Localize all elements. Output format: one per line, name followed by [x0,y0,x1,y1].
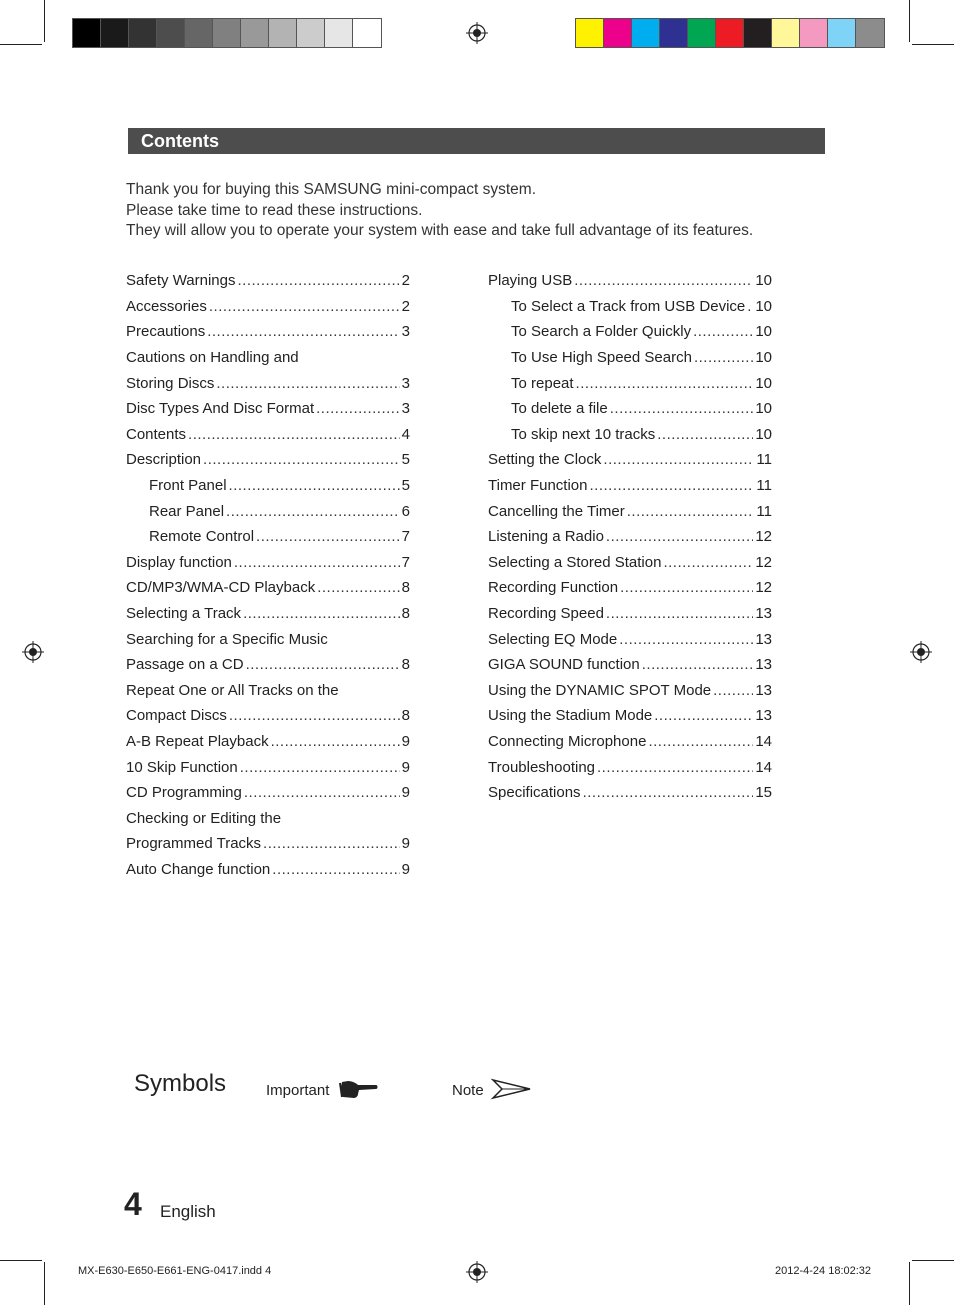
note-pen-icon [490,1077,532,1101]
toc-entry [488,575,772,601]
toc-leader-dots [263,835,400,852]
toc-entry-title: Playing USB [488,272,573,290]
important-label: Important [266,1082,330,1099]
toc-entry-title: 10 Skip Function [126,758,238,776]
toc-entry-page: 7 [401,528,410,546]
toc-leader-dots [597,759,753,776]
toc-left-column [126,268,410,882]
toc-entry-title: CD/MP3/WMA-CD Playback [126,579,316,597]
toc-entry-title: To Search a Folder Quickly [511,323,692,341]
registration-mark-icon [466,1261,488,1283]
toc-entry-title: Recording Function [488,579,619,597]
toc-leader-dots [244,784,400,801]
toc-entry-page: 12 [755,528,772,546]
toc-leader-dots [238,272,400,289]
color-swatch [185,19,213,47]
color-swatch [101,19,129,47]
toc-entry-title: Auto Change function [126,860,271,878]
note-label: Note [452,1082,484,1099]
toc-leader-dots [663,554,753,571]
toc-leader-dots [603,451,754,468]
toc-leader-dots [574,272,753,289]
toc-entry-page: 13 [755,630,772,648]
toc-entry-page: 9 [401,835,410,853]
toc-entry-page: 10 [755,374,772,392]
toc-entry [488,652,772,678]
toc-leader-dots [619,631,753,648]
toc-entry-page: 13 [755,681,772,699]
toc-right-column [488,268,772,805]
toc-leader-dots [648,733,753,750]
toc-entry-page: 8 [401,605,410,623]
toc-leader-dots [216,375,399,392]
crop-mark [44,0,45,42]
toc-leader-dots [271,733,400,750]
registration-mark-icon [910,641,932,663]
toc-entry-page: 6 [401,502,410,520]
toc-entry-title: Listening a Radio [488,528,604,546]
toc-leader-dots [229,707,400,724]
toc-entry [126,831,410,857]
color-swatch [325,19,353,47]
toc-entry [126,422,410,448]
toc-entry-page: 3 [401,374,410,392]
toc-entry [126,652,410,678]
toc-entry-title: Using the DYNAMIC SPOT Mode [488,681,712,699]
toc-leader-dots [246,656,400,673]
color-swatch [772,19,800,47]
toc-entry-title: Connecting Microphone [488,732,647,750]
toc-entry-title: Timer Function [488,477,588,495]
crop-mark [912,1260,954,1261]
toc-entry [488,473,772,499]
toc-entry [126,370,410,396]
toc-leader-dots [627,503,755,520]
crop-mark [912,44,954,45]
toc-entry [488,447,772,473]
toc-entry-page: 15 [755,784,772,802]
toc-entry [126,473,410,499]
process-color-bar [575,18,885,48]
toc-entry-page: 4 [401,425,410,443]
toc-entry-page: 10 [755,323,772,341]
toc-leader-dots [234,554,400,571]
toc-leader-dots [620,579,753,596]
intro-text [126,180,753,242]
toc-entry [126,294,410,320]
toc-entry [488,294,772,320]
toc-entry-page: 14 [755,732,772,750]
toc-entry [488,780,772,806]
toc-entry-title: To repeat [511,374,574,392]
toc-entry [488,601,772,627]
toc-entry-title: Recording Speed [488,605,604,623]
toc-leader-dots [610,400,754,417]
toc-entry-title: Using the Stadium Mode [488,707,653,725]
toc-entry [488,754,772,780]
contents-header: Contents [128,128,825,154]
toc-entry-title: To Select a Track from USB Device [511,297,746,315]
toc-entry-page: 12 [755,579,772,597]
toc-entry-page: 11 [756,477,772,495]
toc-leader-dots [317,579,399,596]
color-swatch [744,19,772,47]
toc-entry [126,447,410,473]
toc-leader-dots [642,656,754,673]
toc-entry-title: To delete a file [511,400,608,418]
toc-entry-page: 10 [755,272,772,290]
color-swatch [800,19,828,47]
toc-entry [488,319,772,345]
toc-entry-page: 13 [755,605,772,623]
toc-entry-page: 8 [401,656,410,674]
toc-entry-page: 5 [401,477,410,495]
crop-mark [0,1260,42,1261]
toc-entry-title: Contents [126,425,187,443]
toc-entry-title: Checking or Editing the [126,809,282,827]
color-swatch [297,19,325,47]
toc-entry [488,626,772,652]
toc-entry-title: Compact Discs [126,707,227,725]
toc-entry-page: 10 [755,425,772,443]
toc-entry-title: Programmed Tracks [126,835,262,853]
toc-entry-title: Passage on a CD [126,656,244,674]
footer-date-info: 2012-4-24 18:02:32 [775,1265,872,1277]
toc-entry-page: 13 [755,656,772,674]
toc-entry-title: Cautions on Handling and [126,349,299,367]
registration-mark-icon [22,641,44,663]
toc-leader-dots [209,298,400,315]
toc-entry-page: 12 [755,553,772,571]
toc-entry-page: 2 [401,297,410,315]
grayscale-color-bar [72,18,382,48]
toc-leader-dots [606,528,753,545]
toc-entry-title: Repeat One or All Tracks on the [126,681,339,699]
toc-entry [488,370,772,396]
toc-entry-page: 14 [755,758,772,776]
toc-entry [488,729,772,755]
toc-entry [488,498,772,524]
toc-entry-title: Disc Types And Disc Format [126,400,315,418]
toc-leader-dots [240,759,400,776]
toc-entry-page: 10 [755,400,772,418]
toc-entry [126,729,410,755]
toc-entry-title: Storing Discs [126,374,215,392]
toc-entry [488,550,772,576]
toc-entry [126,345,410,371]
toc-leader-dots [203,451,400,468]
toc-entry-page: 8 [401,707,410,725]
toc-leader-dots [272,861,399,878]
toc-entry-title: A-B Repeat Playback [126,732,269,750]
toc-entry-title: To skip next 10 tracks [511,425,656,443]
toc-entry [126,805,410,831]
toc-leader-dots [693,323,753,340]
toc-entry [126,575,410,601]
toc-entry [126,626,410,652]
toc-entry-title: Searching for a Specific Music [126,630,328,648]
page-number: 4 [124,1186,142,1222]
toc-leader-dots [589,477,754,494]
toc-entry [126,703,410,729]
footer-file-info: MX-E630-E650-E661-ENG-0417.indd 4 [78,1265,272,1277]
toc-entry [126,601,410,627]
intro-line: Thank you for buying this SAMSUNG mini-compact system. [126,181,537,198]
toc-leader-dots [654,707,753,724]
toc-entry-page: 2 [401,272,410,290]
toc-leader-dots [657,426,753,443]
toc-entry-page: 3 [401,323,410,341]
toc-leader-dots [256,528,400,545]
toc-entry-title: Selecting EQ Mode [488,630,618,648]
toc-entry-page: 10 [755,297,772,315]
toc-entry-page: 9 [401,784,410,802]
toc-leader-dots [694,349,753,366]
toc-entry-page: 9 [401,758,410,776]
toc-leader-dots [229,477,400,494]
toc-leader-dots [713,682,753,699]
intro-line: Please take time to read these instructions. [126,201,423,219]
toc-entry-title: GIGA SOUND function [488,656,640,674]
toc-leader-dots [747,298,753,315]
registration-mark-icon [466,22,488,44]
toc-leader-dots [316,400,400,417]
toc-entry-title: To Use High Speed Search [511,349,692,367]
color-swatch [688,19,716,47]
color-swatch [660,19,688,47]
toc-entry-title: Front Panel [149,477,227,495]
toc-entry [488,396,772,422]
toc-leader-dots [243,605,400,622]
toc-entry [126,498,410,524]
toc-entry-title: Cancelling the Timer [488,502,625,520]
toc-leader-dots [226,503,400,520]
toc-entry-page: 11 [756,502,772,520]
toc-entry [488,678,772,704]
toc-leader-dots [606,605,753,622]
toc-entry [488,345,772,371]
color-swatch [716,19,744,47]
toc-entry [488,703,772,729]
crop-mark [909,0,910,42]
color-swatch [856,19,884,47]
toc-entry [488,524,772,550]
toc-entry-page: 8 [401,579,410,597]
toc-entry-title: CD Programming [126,784,242,802]
toc-entry [126,524,410,550]
toc-entry-title: Selecting a Track [126,605,242,623]
crop-mark [909,1262,910,1305]
toc-entry [488,268,772,294]
toc-leader-dots [583,784,754,801]
toc-entry-page: 3 [401,400,410,418]
toc-entry-page: 5 [401,451,410,469]
toc-entry-title: Setting the Clock [488,451,602,469]
toc-entry [126,857,410,883]
toc-entry [126,754,410,780]
color-swatch [353,19,381,47]
toc-entry-page: 9 [401,732,410,750]
color-swatch [269,19,297,47]
toc-entry-title: Display function [126,553,232,571]
toc-entry [126,678,410,704]
toc-leader-dots [207,323,399,340]
pointing-hand-icon [338,1077,380,1101]
toc-entry-title: Accessories [126,297,207,315]
toc-entry [126,780,410,806]
color-swatch [576,19,604,47]
toc-entry-page: 10 [755,349,772,367]
toc-entry [126,550,410,576]
toc-entry-title: Safety Warnings [126,272,236,290]
color-swatch [604,19,632,47]
toc-entry [488,422,772,448]
toc-entry-title: Specifications [488,784,581,802]
toc-entry-title: Selecting a Stored Station [488,553,662,571]
toc-entry [126,319,410,345]
toc-entry [126,268,410,294]
color-swatch [129,19,157,47]
toc-entry [126,396,410,422]
toc-entry-page: 9 [401,860,410,878]
toc-entry-page: 11 [756,451,772,469]
page-language: English [160,1202,216,1221]
crop-mark [44,1262,45,1305]
toc-entry-page: 13 [755,707,772,725]
color-swatch [828,19,856,47]
toc-entry-title: Troubleshooting [488,758,596,776]
toc-leader-dots [188,426,400,443]
symbols-title: Symbols [134,1070,227,1097]
toc-entry-title: Rear Panel [149,502,225,520]
toc-entry-title: Description [126,451,202,469]
toc-leader-dots [576,375,754,392]
intro-line: They will allow you to operate your system with ease and take full advantage of its features. [126,222,754,239]
color-swatch [73,19,101,47]
color-swatch [632,19,660,47]
toc-entry-title: Remote Control [149,528,255,546]
toc-entry-title: Precautions [126,323,206,341]
color-swatch [157,19,185,47]
color-swatch [241,19,269,47]
color-swatch [213,19,241,47]
crop-mark [0,44,42,45]
toc-entry-page: 7 [401,553,410,571]
